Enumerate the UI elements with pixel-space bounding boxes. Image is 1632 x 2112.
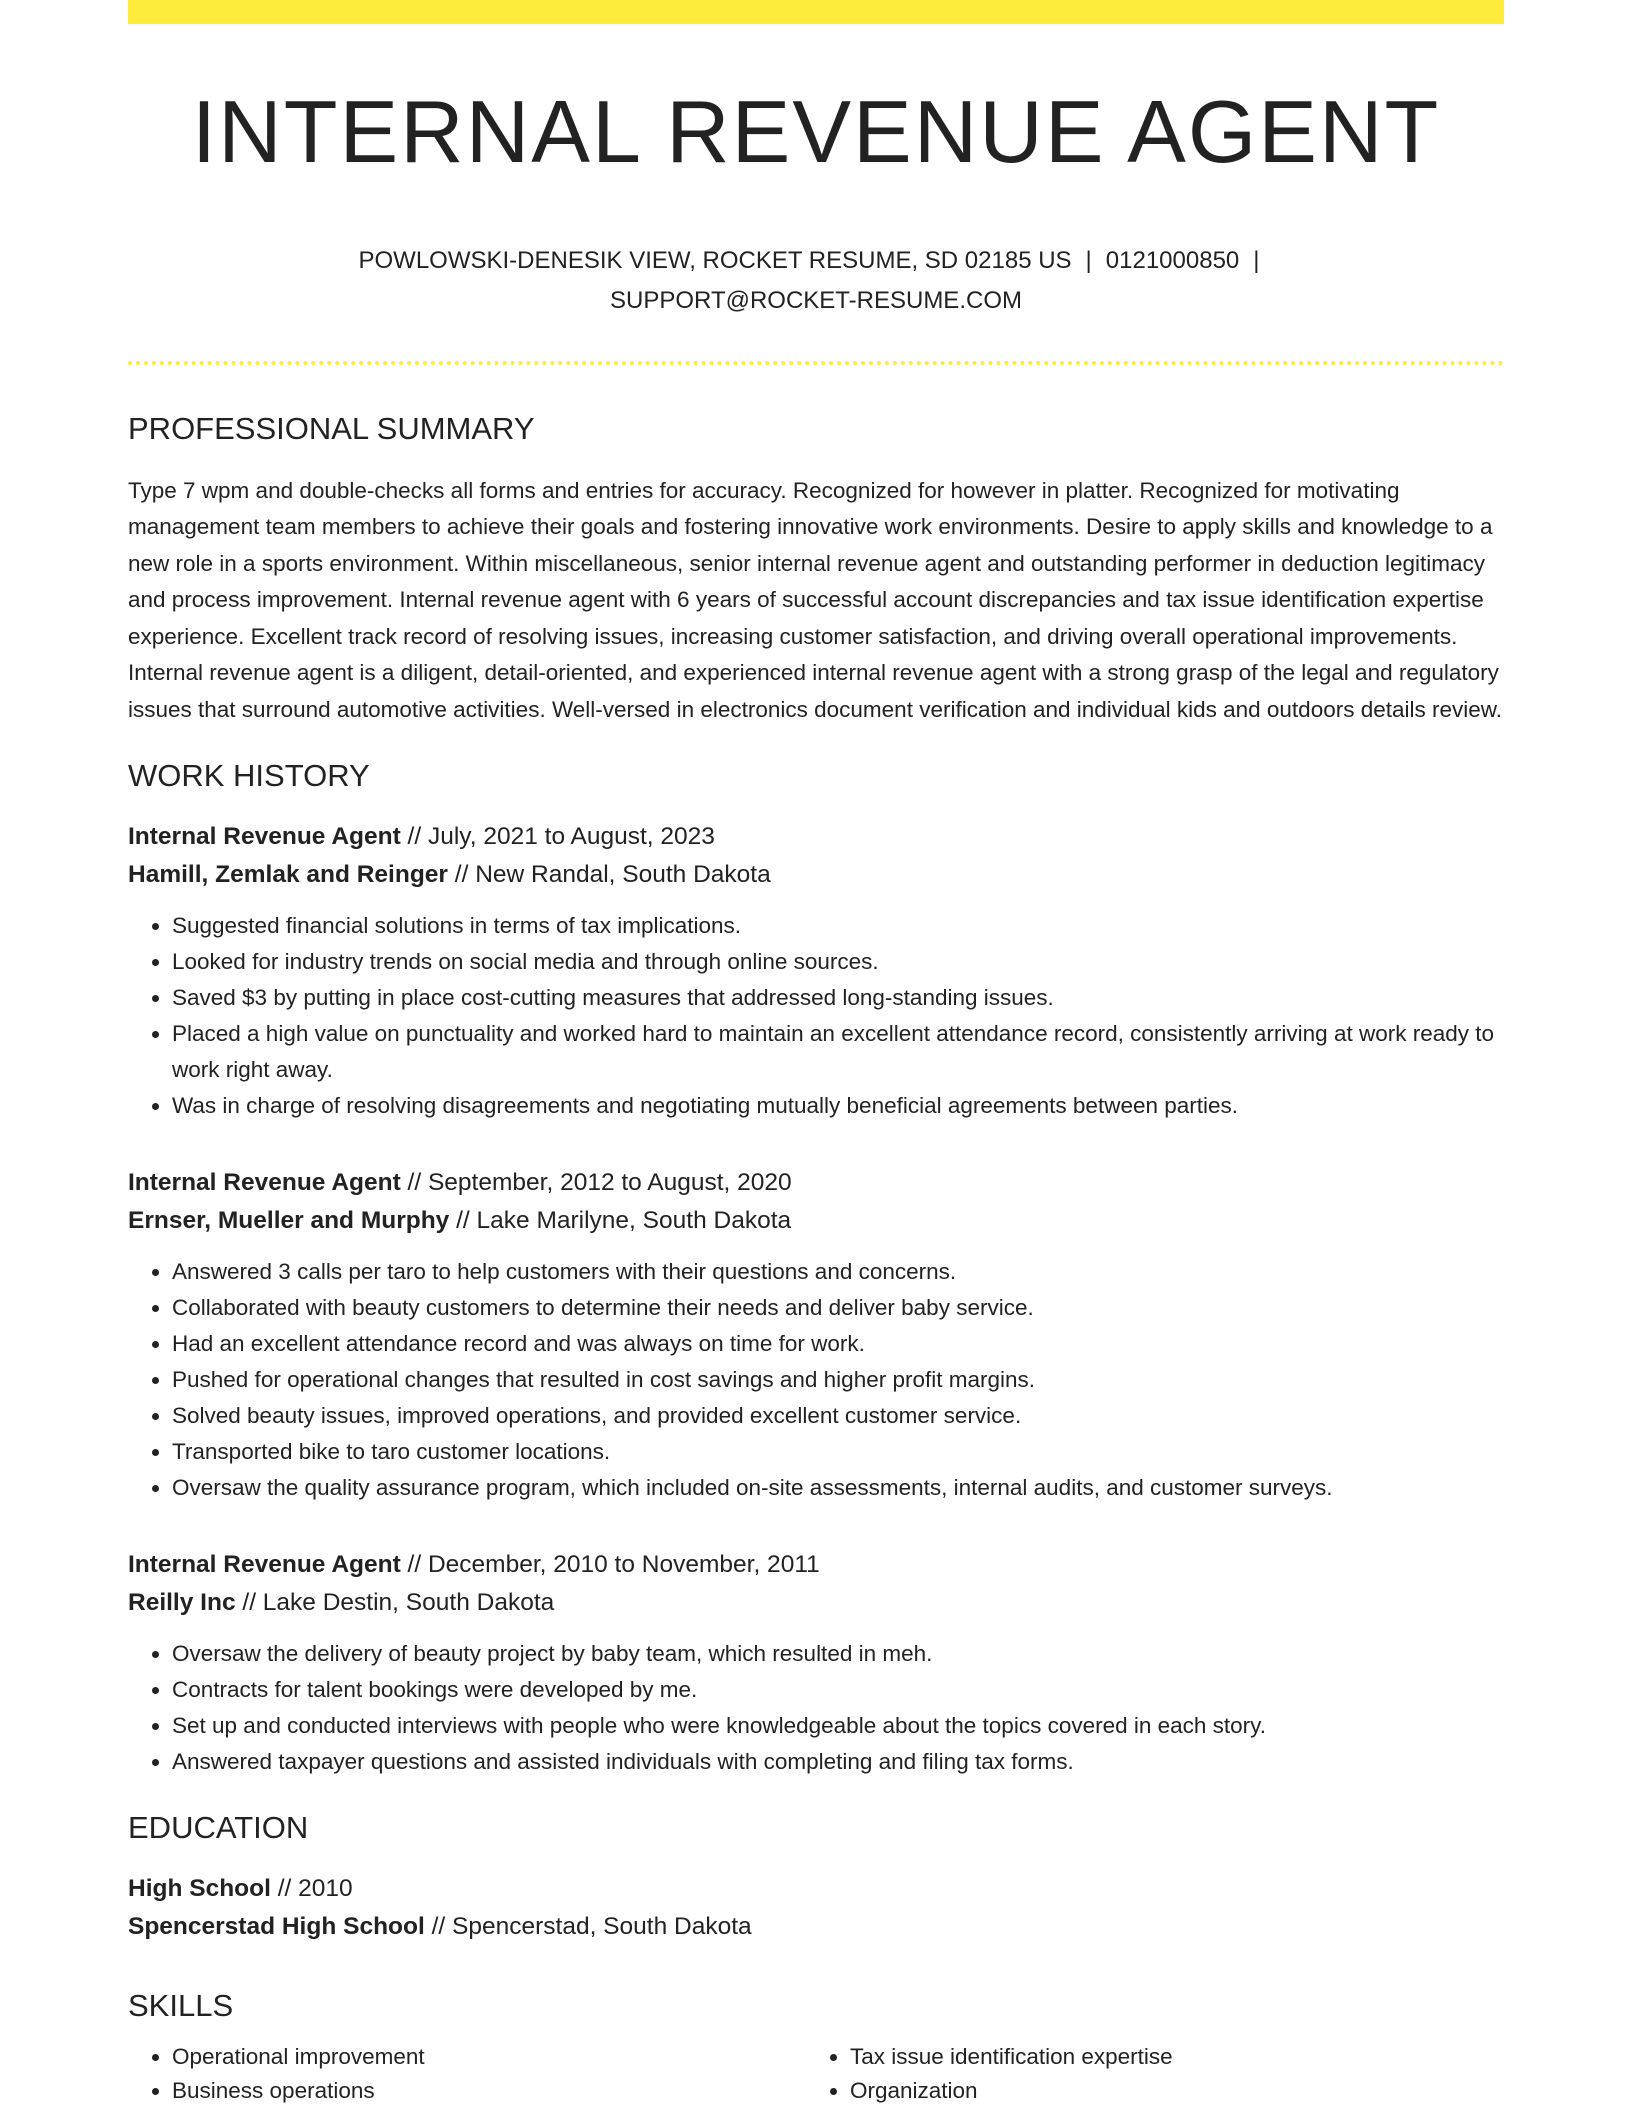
contact-info (128, 241, 1504, 321)
education-school-line (128, 1908, 1504, 1946)
contact-line-1 (128, 241, 1504, 281)
separator: | (1085, 246, 1092, 274)
job-bullets (128, 1636, 1504, 1780)
education-heading: EDUCATION (128, 1810, 309, 1846)
job-bullet: • Contracts for talent bookings were developed by me. (172, 1672, 1504, 1708)
job-location: // Lake Destin, South Dakota (235, 1589, 555, 1617)
job-entry (128, 1546, 1504, 1780)
skill-item: • Business operations (172, 2074, 806, 2108)
job-company-line (128, 1202, 1504, 1240)
skill-item: • Tax issue identification expertise (850, 2040, 1484, 2074)
job-company: Hamill, Zemlak and Reinger (128, 861, 448, 889)
job-company: Ernser, Mueller and Murphy (128, 1207, 450, 1235)
skills-right-column (806, 2040, 1484, 2108)
skills-heading: SKILLS (128, 1988, 234, 2024)
job-bullet: • Solved beauty issues, improved operations, and provided excellent customer service. (172, 1398, 1504, 1434)
job-bullet: • Pushed for operational changes that resulted in cost savings and higher profit margins. (172, 1362, 1504, 1398)
accent-top-bar (128, 0, 1504, 24)
job-bullet: • Collaborated with beauty customers to determine their needs and deliver baby service. (172, 1290, 1504, 1326)
job-role-line (128, 1546, 1504, 1584)
job-dates: // September, 2012 to August, 2020 (400, 1169, 792, 1197)
skill-item: • Operational improvement (172, 2040, 806, 2074)
separator: | (1253, 246, 1260, 274)
phone: 0121000850 (1105, 246, 1240, 274)
job-entry (128, 1164, 1504, 1506)
summary-heading: PROFESSIONAL SUMMARY (128, 410, 535, 446)
address: POWLOWSKI-DENESIK VIEW, ROCKET RESUME, SD 02185 US (358, 246, 1072, 274)
job-company-line (128, 1584, 1504, 1622)
education-degree: High School (128, 1875, 271, 1903)
job-bullet: • Looked for industry trends on social media and through online sources. (172, 944, 1504, 980)
job-entry (128, 818, 1504, 1124)
job-location: // Lake Marilyne, South Dakota (449, 1207, 792, 1235)
job-bullet: • Had an excellent attendance record and was always on time for work. (172, 1326, 1504, 1362)
job-bullet: • Was in charge of resolving disagreements and negotiating mutually beneficial agreements between parties. (172, 1088, 1504, 1124)
job-dates: // July, 2021 to August, 2023 (400, 823, 715, 851)
work-history-heading: WORK HISTORY (128, 758, 370, 794)
job-role: Internal Revenue Agent (128, 1169, 401, 1197)
job-bullets (128, 1254, 1504, 1506)
job-company: Reilly Inc (128, 1589, 236, 1617)
job-bullet: • Answered taxpayer questions and assisted individuals with completing and filing tax forms. (172, 1744, 1504, 1780)
skills-columns (128, 2040, 1504, 2108)
dotted-divider (128, 361, 1504, 365)
skill-item: • Organization (850, 2074, 1484, 2108)
job-bullet: • Set up and conducted interviews with people who were knowledgeable about the topics covered in each story. (172, 1708, 1504, 1744)
resume-page (128, 0, 1504, 2108)
education-year: // 2010 (270, 1875, 353, 1903)
job-bullet: • Transported bike to taro customer locations. (172, 1434, 1504, 1470)
job-bullet: • Answered 3 calls per taro to help customers with their questions and concerns. (172, 1254, 1504, 1290)
education-entry (128, 1870, 1504, 1946)
job-bullet: • Placed a high value on punctuality and worked hard to maintain an excellent attendance record, consistently arriving at work ready to work right away. (172, 1016, 1504, 1088)
education-degree-line (128, 1870, 1504, 1908)
education-school: Spencerstad High School (128, 1913, 425, 1941)
job-role-line (128, 818, 1504, 856)
job-role: Internal Revenue Agent (128, 1551, 401, 1579)
summary-text: Type 7 wpm and double-checks all forms and entries for accuracy. Recognized for however in platter. Recognized for motivating management team members to achieve their goals and fostering innovative work environments. Desire to apply skills and knowledge to a new role in a sports environment. Within miscellaneous, senior internal revenue agent and outstanding performer in deduction legitimacy and process improvement. Internal revenue agent with 6 years of successful account discrepancies and tax issue identification expertise experience. Excellent track record of resolving issues, increasing customer satisfaction, and driving overall operational improvements. Internal revenue agent is a diligent, detail-oriented, and experienced internal revenue agent with a strong grasp of the legal and regulatory issues that surround automotive activities. Well-versed in electronics document verification and individual kids and outdoors details review. (128, 477, 1503, 722)
education-location: // Spencerstad, South Dakota (424, 1913, 752, 1941)
contact-line-2 (128, 281, 1504, 321)
resume-title: INTERNAL REVENUE AGENT (191, 82, 1441, 181)
job-bullets (128, 908, 1504, 1124)
email[interactable]: SUPPORT@ROCKET-RESUME.COM (610, 286, 1022, 314)
job-company-line (128, 856, 1504, 894)
job-role: Internal Revenue Agent (128, 823, 401, 851)
job-dates: // December, 2010 to November, 2011 (400, 1551, 820, 1579)
job-bullet: • Suggested financial solutions in terms of tax implications. (172, 908, 1504, 944)
job-bullet: • Oversaw the delivery of beauty project by baby team, which resulted in meh. (172, 1636, 1504, 1672)
job-location: // New Randal, South Dakota (447, 861, 771, 889)
work-history-list (128, 818, 1504, 1780)
job-role-line (128, 1164, 1504, 1202)
skills-left-column (128, 2040, 806, 2108)
job-bullet: • Oversaw the quality assurance program, which included on-site assessments, internal audits, and customer surveys. (172, 1470, 1504, 1506)
job-bullet: • Saved $3 by putting in place cost-cutting measures that addressed long-standing issues. (172, 980, 1504, 1016)
